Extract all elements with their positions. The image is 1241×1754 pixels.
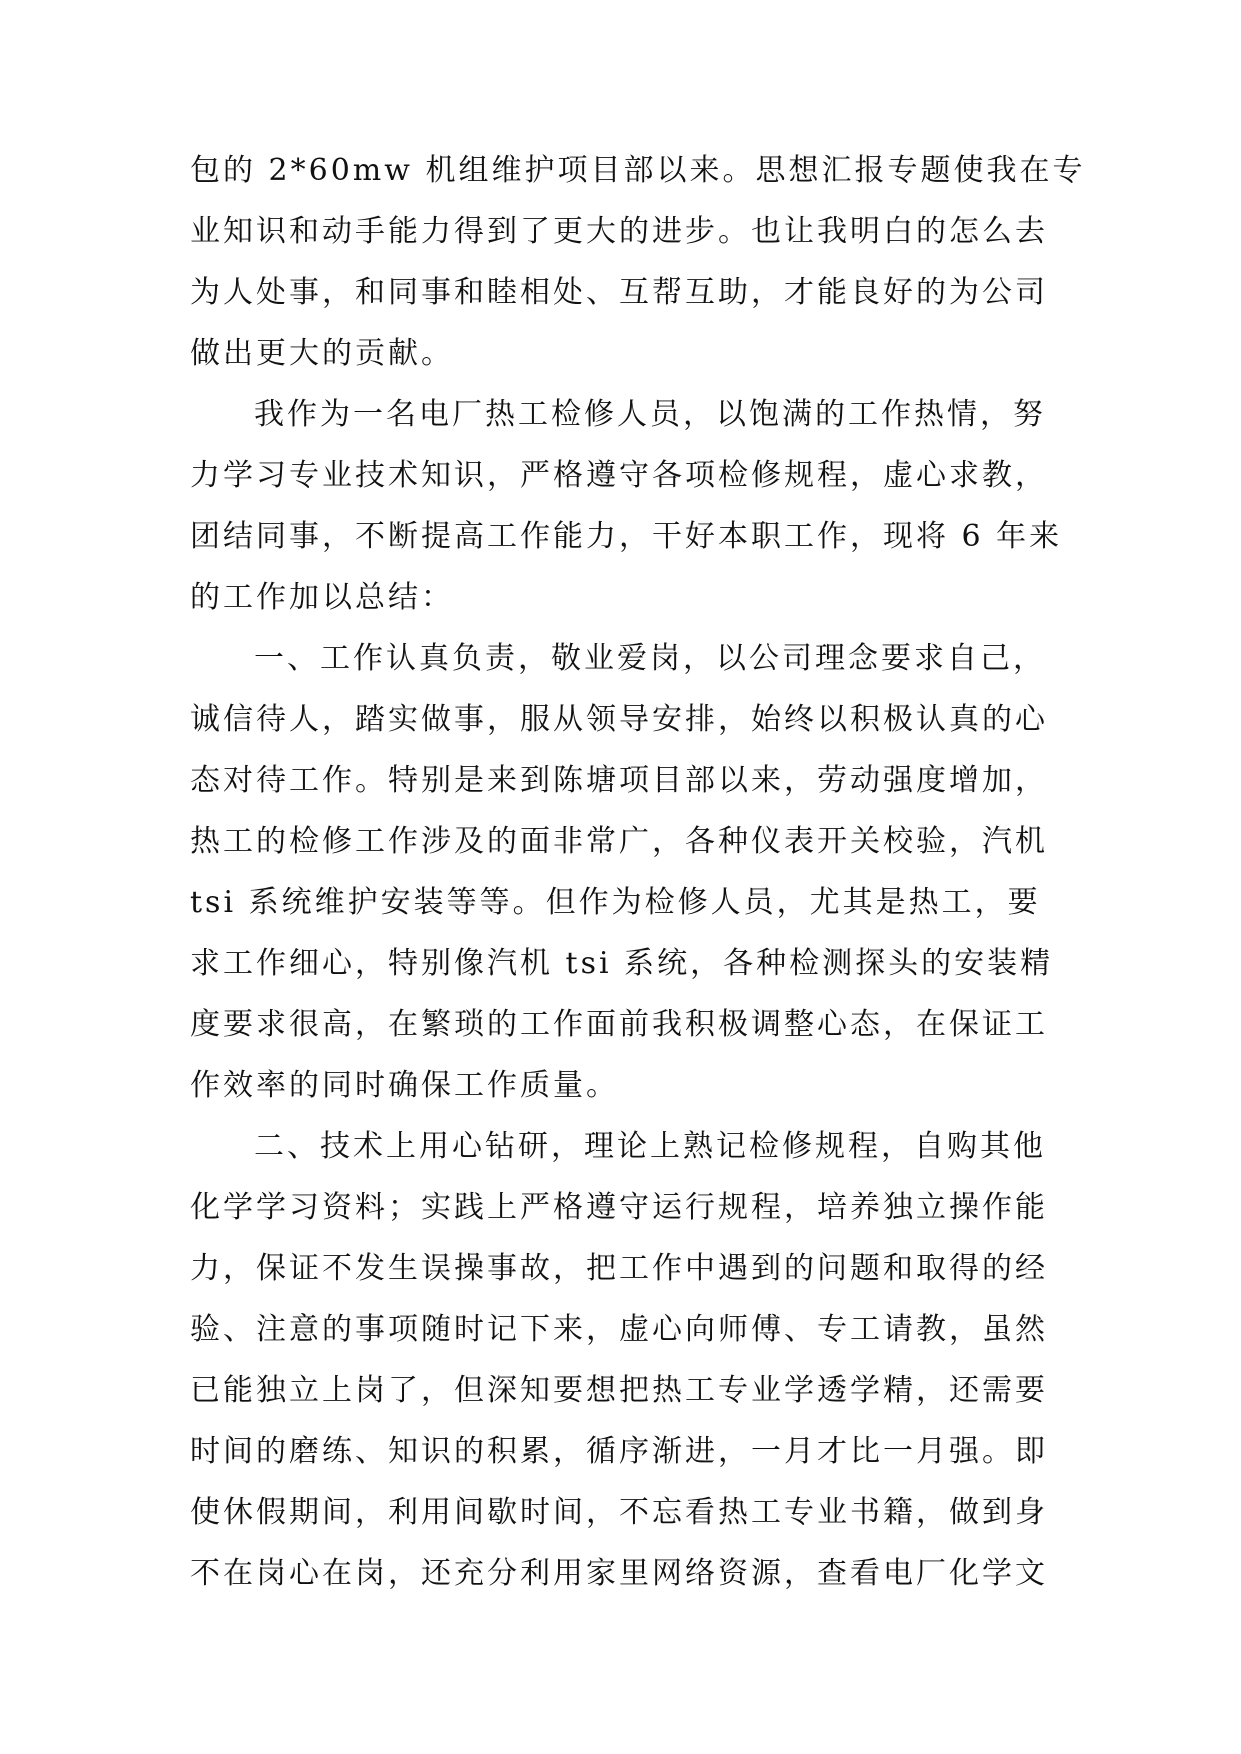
- text-line: 为人处事，和同事和睦相处、互帮互助，才能良好的为公司: [190, 275, 1048, 310]
- text-line: 时间的磨练、知识的积累，循序渐进，一月才比一月强。即: [190, 1434, 1048, 1469]
- paragraph-first-line: 二、技术上用心钻研，理论上熟记检修规程，自购其他: [254, 1129, 1046, 1164]
- paragraph-first-line: 我作为一名电厂热工检修人员，以饱满的工作热情，努: [254, 397, 1046, 432]
- text-line: 热工的检修工作涉及的面非常广，各种仪表开关校验，汽机: [190, 824, 1048, 859]
- text-line: 已能独立上岗了，但深知要想把热工专业学透学精，还需要: [190, 1373, 1048, 1408]
- text-line: 的工作加以总结：: [190, 580, 454, 615]
- text-line: 不在岗心在岗，还充分利用家里网络资源，查看电厂化学文: [190, 1556, 1048, 1591]
- text-line: 度要求很高，在繁琐的工作面前我积极调整心态，在保证工: [190, 1007, 1048, 1042]
- text-line: 力学习专业技术知识，严格遵守各项检修规程，虚心求教，: [190, 458, 1048, 493]
- text-line: 求工作细心，特别像汽机 tsi 系统，各种检测探头的安装精: [190, 946, 1054, 981]
- text-line: 态对待工作。特别是来到陈塘项目部以来，劳动强度增加，: [190, 763, 1048, 798]
- text-line: 使休假期间，利用间歇时间，不忘看热工专业书籍，做到身: [190, 1495, 1048, 1530]
- text-line: 作效率的同时确保工作质量。: [190, 1068, 619, 1103]
- text-line: 力，保证不发生误操事故，把工作中遇到的问题和取得的经: [190, 1251, 1048, 1286]
- text-line: 包的 2*60mw 机组维护项目部以来。思想汇报专题使我在专: [190, 153, 1086, 188]
- text-line: 诚信待人，踏实做事，服从领导安排，始终以积极认真的心: [190, 702, 1048, 737]
- paragraph-first-line: 一、工作认真负责，敬业爱岗，以公司理念要求自己，: [254, 641, 1046, 676]
- document-page: [190, 140, 1086, 1604]
- text-line: 做出更大的贡献。: [190, 336, 454, 371]
- text-line: tsi 系统维护安装等等。但作为检修人员，尤其是热工，要: [190, 885, 1041, 920]
- text-line: 团结同事，不断提高工作能力，干好本职工作，现将 6 年来: [190, 519, 1063, 554]
- text-line: 验、注意的事项随时记下来，虚心向师傅、专工请教，虽然: [190, 1312, 1048, 1347]
- text-line: 化学学习资料；实践上严格遵守运行规程，培养独立操作能: [190, 1190, 1048, 1225]
- text-line: 业知识和动手能力得到了更大的进步。也让我明白的怎么去: [190, 214, 1048, 249]
